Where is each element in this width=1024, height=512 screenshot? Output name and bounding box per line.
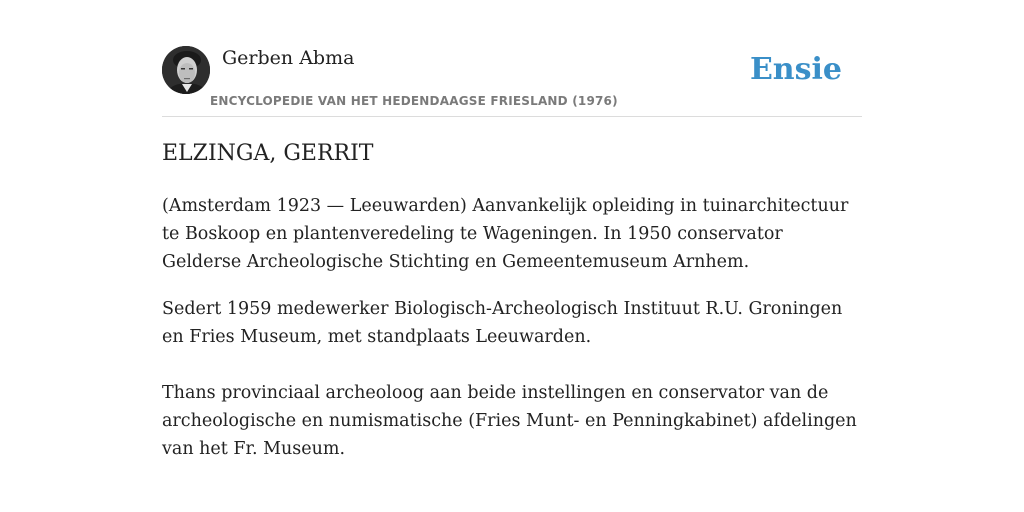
- source-label[interactable]: ENCYCLOPEDIE VAN HET HEDENDAAGSE FRIESLAND (1976): [210, 94, 618, 108]
- article-title: ELZINGA, GERRIT: [162, 141, 374, 166]
- author-avatar[interactable]: [162, 46, 210, 94]
- article-header: [162, 46, 862, 117]
- author-name[interactable]: Gerben Abma: [222, 47, 355, 69]
- brand-logo[interactable]: Ensie: [749, 52, 842, 87]
- author-portrait-icon: [162, 46, 210, 94]
- article-paragraph: Thans provinciaal archeoloog aan beide instellingen en conservator van de archeologische en numismatische (Fries Munt- en Penningkabinet) afdelingen van het Fr. Museum.: [162, 383, 857, 459]
- article-body: [162, 138, 862, 463]
- article-paragraph: Sedert 1959 medewerker Biologisch-Archeologisch Instituut R.U. Groningen en Fries Museum, met standplaats Leeuwarden.: [162, 299, 843, 347]
- article-paragraph: (Amsterdam 1923 — Leeuwarden) Aanvankelijk opleiding in tuinarchitectuur te Boskoop en plantenveredeling te Wageningen. In 1950 conservator Gelderse Archeologische Stichting en Gemeentemuseum Arnhem.: [162, 196, 849, 272]
